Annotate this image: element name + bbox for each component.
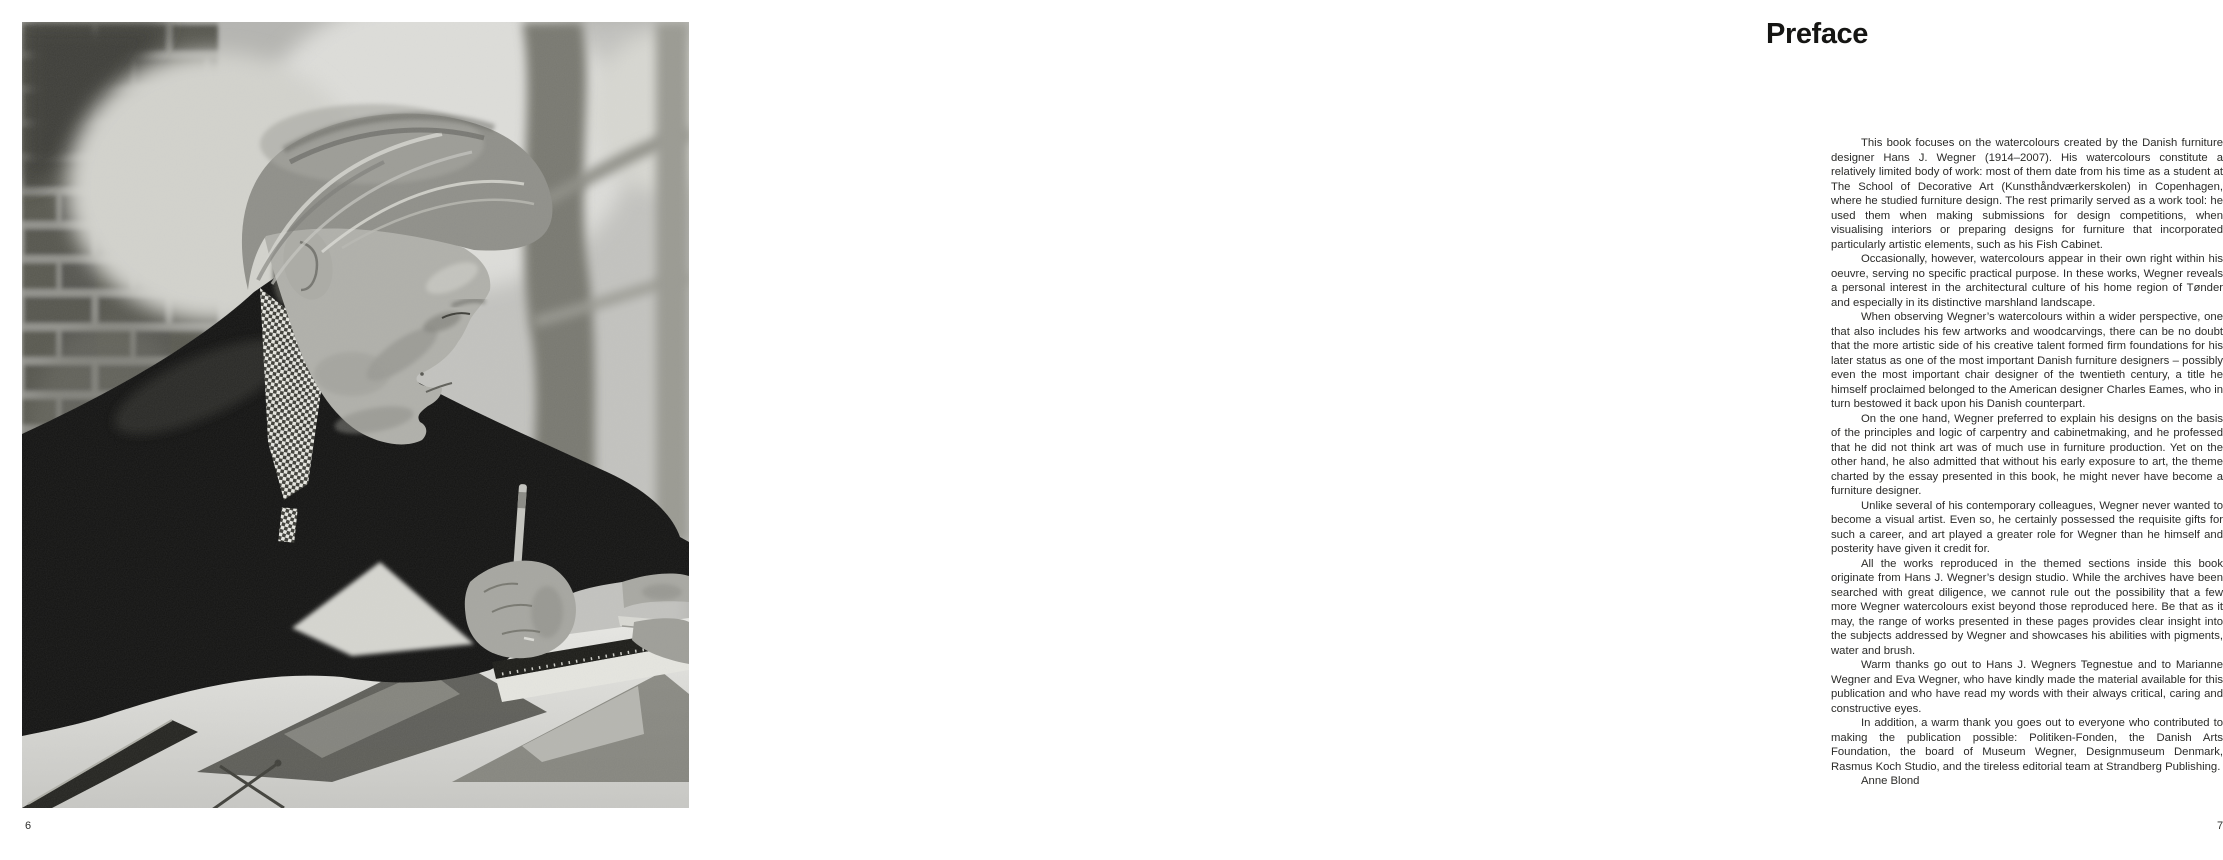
page-number-left: 6: [25, 820, 32, 832]
preface-paragraph: Occasionally, however, watercolours appear in their own right within his oeuvre, serving no specific practical purpose. In these works, Wegner reveals a personal interest in the architectural culture of his home region of Tønder and especially in its distinctive marshland landscape.: [1831, 253, 2223, 309]
left-page: [0, 0, 750, 860]
right-page: [750, 0, 2223, 860]
preface-paragraph: In addition, a warm thank you goes out to everyone who contributed to making the publication possible: Politiken-Fonden, the Danish Arts Foundation, the board of Museum Wegner, Designmuseum Denmark, Rasmus Koch Studio, and the tireless editorial team at Strandberg Publishing.: [1831, 717, 2223, 773]
preface-paragraph: On the one hand, Wegner preferred to explain his designs on the basis of the principles and logic of carpentry and cabinetmaking, and he professed that he did not think art was of much use in furniture production. Yet on the other hand, he also admitted that without his early exposure to art, the theme charted by the essay presented in this book, he might never have become a furniture designer.: [1831, 412, 2223, 497]
page-title: Preface: [1766, 18, 1868, 50]
preface-paragraph: Unlike several of his contemporary colleagues, Wegner never wanted to become a visual artist. Even so, he certainly possessed the requisite gifts for such a career, and art played a greater role for Wegner than he himself and posterity have given it credit for.: [1831, 499, 2223, 555]
author-signature: Anne Blond: [1861, 775, 1920, 787]
preface-paragraph: All the works reproduced in the themed sections inside this book originate from Hans J. Wegner’s design studio. While the archives have been searched with great diligence, we cannot rule out the possibility that a few more Wegner watercolours exist beyond those reproduced here. Be that as it may, the range of works presented in these pages provides clear insight into the subjects addressed by Wegner and showcases his abilities with pigments, water and brush.: [1831, 557, 2223, 657]
preface-paragraph: When observing Wegner’s watercolours within a wider perspective, one that also includes his few artworks and woodcarvings, there can be no doubt that the more artistic side of his creative talent formed firm foundations for his later status as one of the most important Danish furniture designers – possibly even the most important chair designer of the twentieth century, a title he himself proclaimed belonged to the American designer Charles Eames, who in turn bestowed it back upon his Danish counterpart.: [1831, 311, 2223, 410]
preface-essay: [1831, 136, 2223, 789]
preface-paragraph: This book focuses on the watercolours created by the Danish furniture designer Hans J. Wegner (1914–2007). His watercolours constitute a relatively limited body of work: most of them date from his time as a student at The School of Decorative Art (Kunsthåndværkerskolen) in Copenhagen, where he studied furniture design. The rest primarily served as a work tool: he used them when making submissions for design competitions, when visualising interiors or preparing designs for furniture that incorporated particularly artistic elements, such as his Fish Cabinet.: [1831, 137, 2223, 251]
wegner-portrait-illustration: [22, 22, 689, 808]
page-number-right: 7: [2217, 820, 2223, 832]
film-grain: [22, 22, 689, 808]
preface-paragraph: Warm thanks go out to Hans J. Wegners Tegnestue and to Marianne Wegner and Eva Wegner, who have kindly made the material available for this publication and who have read my words with their always critical, caring and constructive eyes.: [1831, 659, 2223, 715]
portrait-photo: [22, 22, 689, 808]
